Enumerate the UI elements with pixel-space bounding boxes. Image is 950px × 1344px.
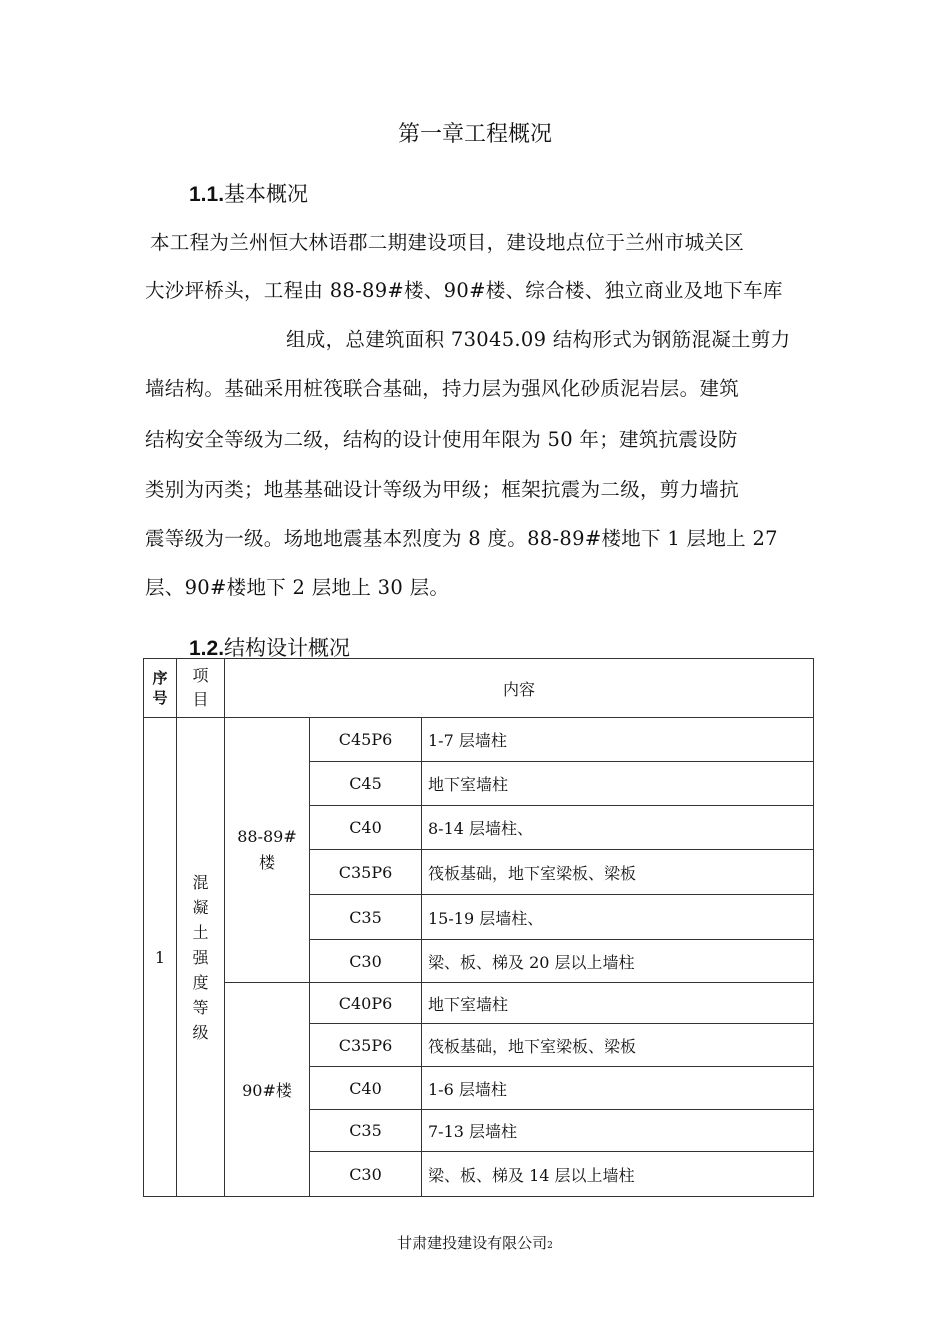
grade-cell: C35P6 xyxy=(310,1024,422,1067)
section-title: 结构设计概况 xyxy=(224,636,351,660)
building-cell: 90#楼 xyxy=(225,983,310,1197)
paragraph-line: 墙结构。基础采用桩筏联合基础，持力层为强风化砂质泥岩层。建筑 xyxy=(145,377,740,400)
desc-cell: 梁、板、梯及 20 层以上墙柱 xyxy=(422,940,814,983)
table-row xyxy=(144,718,814,762)
table-row xyxy=(144,983,814,1024)
desc-cell: 15-19 层墙柱、 xyxy=(422,895,814,940)
desc-cell: 8-14 层墙柱、 xyxy=(422,806,814,850)
grade-cell: C35P6 xyxy=(310,850,422,895)
header-seq: 序 号 xyxy=(144,659,177,718)
desc-cell: 筏板基础，地下室梁板、梁板 xyxy=(422,1024,814,1067)
desc-cell: 1-6 层墙柱 xyxy=(422,1067,814,1110)
structure-design-table xyxy=(143,658,814,1197)
grade-cell: C45P6 xyxy=(310,718,422,762)
grade-cell: C40 xyxy=(310,1067,422,1110)
table-header-row xyxy=(144,659,814,718)
desc-cell: 地下室墙柱 xyxy=(422,762,814,806)
page-title: 第一章工程概况 xyxy=(397,122,552,147)
grade-cell: C45 xyxy=(310,762,422,806)
paragraph-line: 本工程为兰州恒大林语郡二期建设项目，建设地点位于兰州市城关区 xyxy=(150,231,745,254)
section-number: 1.1. xyxy=(189,183,225,206)
section-heading-1-1 xyxy=(189,178,308,208)
desc-cell: 地下室墙柱 xyxy=(422,983,814,1024)
desc-cell: 梁、板、梯及 14 层以上墙柱 xyxy=(422,1152,814,1197)
row-seq: 1 xyxy=(144,718,177,1197)
grade-cell: C35 xyxy=(310,895,422,940)
page-footer xyxy=(0,1232,950,1253)
grade-cell: C40P6 xyxy=(310,983,422,1024)
section-title: 基本概况 xyxy=(224,182,309,206)
page-number: 2 xyxy=(547,1241,553,1251)
paragraph-line: 组成，总建筑面积 73045.09 结构形式为钢筋混凝土剪力 xyxy=(286,328,791,351)
header-content: 内容 xyxy=(225,659,814,718)
desc-cell: 1-7 层墙柱 xyxy=(422,718,814,762)
paragraph-line: 大沙坪桥头，工程由 88-89#楼、90#楼、综合楼、独立商业及地下车库 xyxy=(145,279,783,302)
footer-company: 甘肃建投建设有限公司 xyxy=(397,1234,548,1252)
desc-cell: 7-13 层墙柱 xyxy=(422,1110,814,1152)
grade-cell: C40 xyxy=(310,806,422,850)
desc-cell: 筏板基础，地下室梁板、梁板 xyxy=(422,850,814,895)
header-item: 项 目 xyxy=(177,659,225,718)
paragraph-line: 类别为丙类；地基基础设计等级为甲级；框架抗震为二级，剪力墙抗 xyxy=(145,478,740,501)
paragraph-line: 震等级为一级。场地地震基本烈度为 8 度。88-89#楼地下 1 层地上 27 xyxy=(145,527,778,550)
section-number: 1.2. xyxy=(189,637,225,660)
paragraph-line: 结构安全等级为二级，结构的设计使用年限为 50 年；建筑抗震设防 xyxy=(145,428,738,451)
building-cell: 88-89# 楼 xyxy=(225,718,310,983)
grade-cell: C35 xyxy=(310,1110,422,1152)
row-item: 混 凝 土 强 度 等 级 xyxy=(177,718,225,1197)
grade-cell: C30 xyxy=(310,940,422,983)
grade-cell: C30 xyxy=(310,1152,422,1197)
paragraph-line: 层、90#楼地下 2 层地上 30 层。 xyxy=(145,576,450,599)
